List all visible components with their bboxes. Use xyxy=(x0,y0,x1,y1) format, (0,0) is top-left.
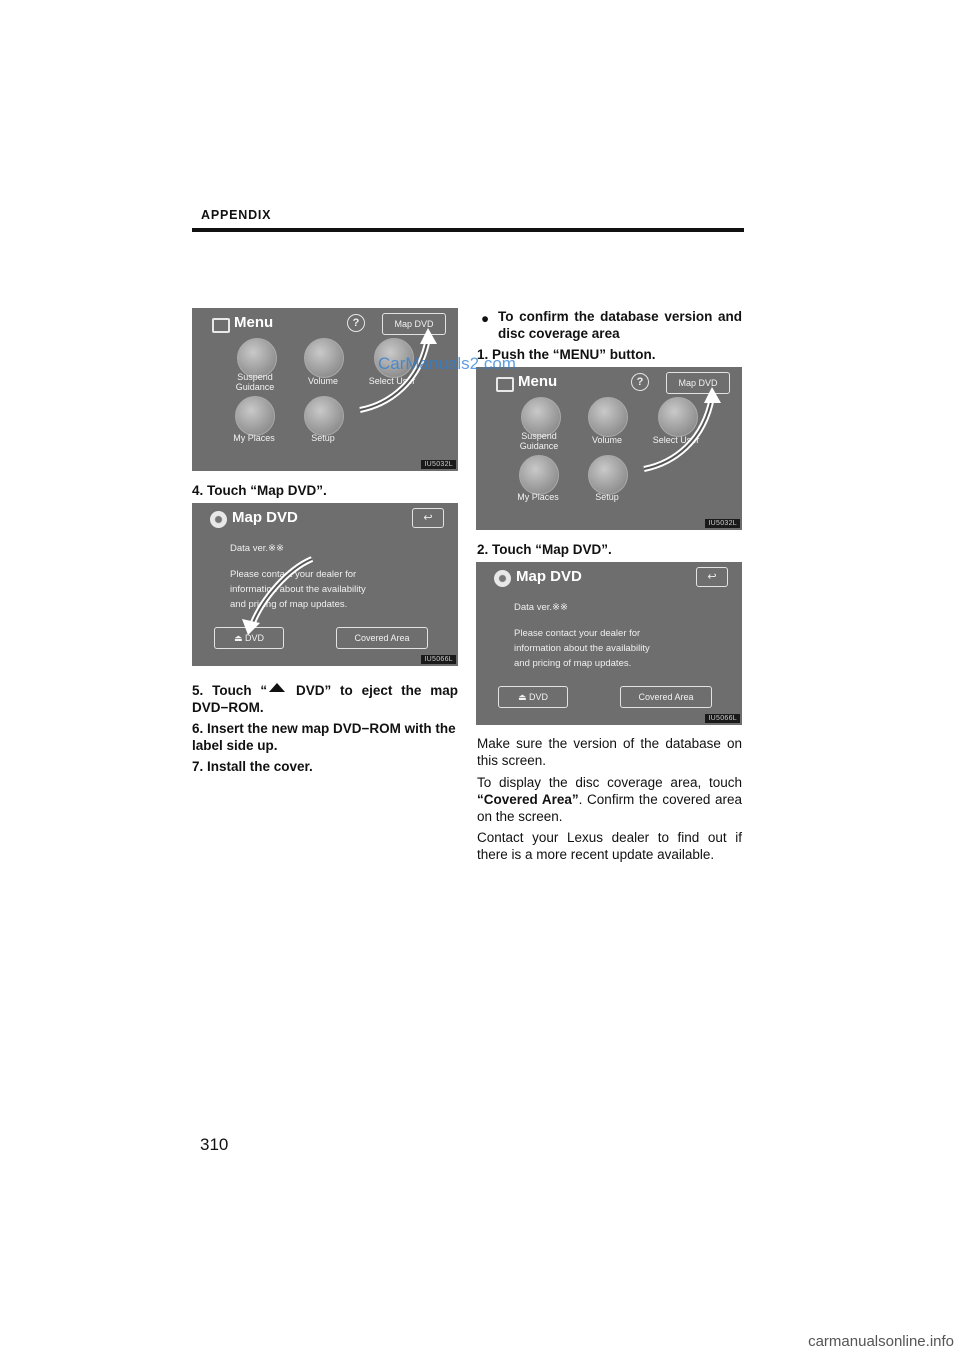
back-icon: ↩ xyxy=(696,567,728,587)
my-places-label: My Places xyxy=(517,492,559,502)
message-line-1: Please contact your dealer for xyxy=(230,569,357,580)
map-dvd-button: Map DVD xyxy=(666,372,730,394)
data-version: Data ver.※※ xyxy=(230,543,284,554)
paragraph-2: To display the disc coverage area, touch “Covered Area”. Confirm the covered area on the screen. xyxy=(477,775,742,824)
message-line-3: and pricing of map updates. xyxy=(514,658,632,669)
mapdvd-title: Map DVD xyxy=(232,509,298,526)
eject-icon xyxy=(269,683,285,692)
menu-screen-image xyxy=(192,308,458,471)
pointer-arrow-icon xyxy=(476,367,742,530)
dvd-button: ⏏ DVD xyxy=(498,686,568,708)
watermark: CarManuals2.com xyxy=(378,354,516,373)
message-line-3: and pricing of map updates. xyxy=(230,599,348,610)
pointer-arrow-icon xyxy=(192,503,458,666)
bullet-icon: ● xyxy=(481,311,490,326)
step-7: 7. Install the cover. xyxy=(192,759,313,774)
header-rule xyxy=(192,228,744,232)
menu-title: Menu xyxy=(234,314,274,331)
figure-code: IU5032L xyxy=(705,519,740,528)
help-icon: ? xyxy=(347,314,365,332)
step-4: 4. Touch “Map DVD”. xyxy=(192,483,327,498)
data-version: Data ver.※※ xyxy=(514,602,568,613)
suspend-guidance-label: Suspend Guidance xyxy=(235,372,275,392)
mapdvd-title: Map DVD xyxy=(516,568,582,585)
paragraph-1: Make sure the version of the database on this screen. xyxy=(477,736,742,768)
figure-code: IU5066L xyxy=(421,655,456,664)
help-icon: ? xyxy=(631,373,649,391)
message-line-2: information about the availability xyxy=(230,584,366,595)
section-label: APPENDIX xyxy=(201,208,272,222)
figure-code: IU5032L xyxy=(421,460,456,469)
menu-screen-image-2 xyxy=(476,367,742,530)
step-2: 2. Touch “Map DVD”. xyxy=(477,542,612,557)
map-dvd-button: Map DVD xyxy=(382,313,446,335)
covered-area-button: Covered Area xyxy=(620,686,712,708)
message-line-1: Please contact your dealer for xyxy=(514,628,641,639)
setup-label: Setup xyxy=(311,433,335,443)
disc-icon xyxy=(494,570,511,587)
volume-label: Volume xyxy=(307,376,339,386)
volume-label: Volume xyxy=(591,435,623,445)
step-1: 1. Push the “MENU” button. xyxy=(477,347,656,362)
dvd-button: ⏏ DVD xyxy=(214,627,284,649)
page-number: 310 xyxy=(200,1135,229,1154)
menu-title: Menu xyxy=(518,373,558,390)
mapdvd-screen-image-2 xyxy=(476,562,742,725)
select-user-label: Select User xyxy=(652,435,700,445)
select-user-label: Select User xyxy=(368,376,416,386)
message-line-2: information about the availability xyxy=(514,643,650,654)
pointer-arrow-icon xyxy=(192,308,458,471)
mapdvd-screen-image xyxy=(192,503,458,666)
my-places-label: My Places xyxy=(233,433,275,443)
setup-label: Setup xyxy=(595,492,619,502)
figure-code: IU5066L xyxy=(705,714,740,723)
paragraph-3: Contact your Lexus dealer to find out if there is a more recent update available. xyxy=(477,830,742,862)
covered-area-button: Covered Area xyxy=(336,627,428,649)
footer-watermark: carmanualsonline.info xyxy=(808,1333,954,1350)
bullet-heading: To confirm the database version and disc coverage area xyxy=(498,309,742,341)
suspend-guidance-label: Suspend Guidance xyxy=(519,431,559,451)
step-5: 5. Touch “ DVD” to eject the map DVD−ROM. xyxy=(192,683,458,715)
back-icon: ↩ xyxy=(412,508,444,528)
step-6: 6. Insert the new map DVD−ROM with the label side up. xyxy=(192,721,456,753)
